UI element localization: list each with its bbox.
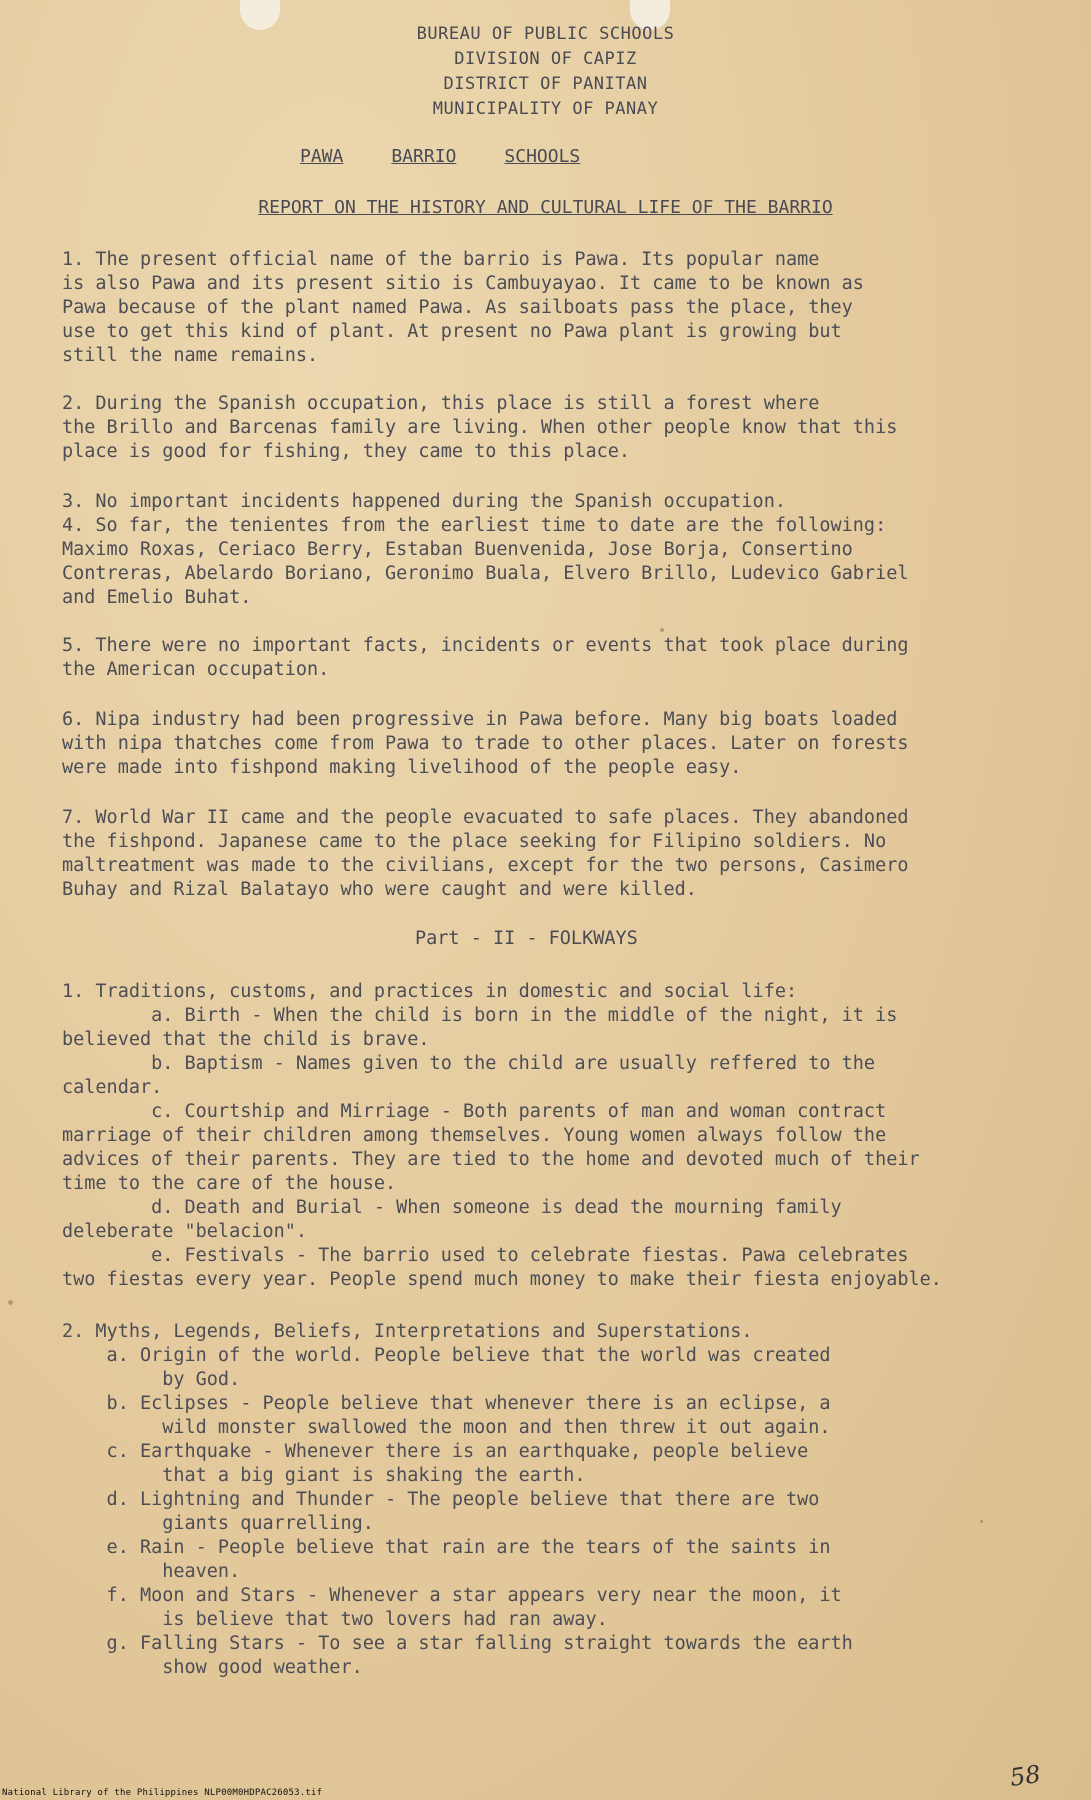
- district-line: DISTRICT OF PANITAN: [443, 74, 648, 94]
- page-number: 58: [1008, 1760, 1043, 1792]
- document-header: [0, 22, 1091, 122]
- section-myths: 2. Myths, Legends, Beliefs, Interpretations and Superstations. a. Origin of the world. People believe that the world was created by God. b. Eclipses - People believe that whenever there is an eclipse, a wild monster swallowed the moon and then threw it out again. c. Earthquake - Whenever there is an earthquake, people believe that a big giant is shaking the earth. d. Lightning and Thunder - The people believe that there are two giants quarrelling. e. Rain - People believe that rain are the tears of the saints in heaven. f. Moon and Stars - Whenever a star appears very near the moon, it is believe that two lovers had ran away. g. Falling Stars - To see a star falling straight towards the earth show good weather.: [62, 1321, 853, 1678]
- school-word: SCHOOLS: [504, 146, 581, 167]
- archive-footer: National Library of the Philippines NLP00M0HDPAC26053.tif: [2, 1788, 323, 1798]
- paper-speck: [8, 1300, 13, 1305]
- school-name-heading: [300, 146, 580, 167]
- paper-speck: [660, 628, 664, 632]
- municipality-line: MUNICIPALITY OF PANAY: [432, 99, 659, 119]
- paragraph-6: 6. Nipa industry had been progressive in Pawa before. Many big boats loaded with nipa thatches come from Pawa to trade to other places. Later on forests were made into fishpond making livelihood of the people easy.: [62, 709, 909, 778]
- paragraph-1: 1. The present official name of the barrio is Pawa. Its popular name is also Pawa and its present sitio is Cambuyayao. It came to be known as Pawa because of the plant named Pawa. As sailboats pass the place, they use to get this kind of plant. At present no Pawa plant is growing but still the name remains.: [62, 249, 864, 366]
- school-word: PAWA: [300, 146, 344, 167]
- division-line: DIVISION OF CAPIZ: [454, 49, 637, 69]
- paragraph-2: 2. During the Spanish occupation, this place is still a forest where the Brillo and Barcenas family are living. When other people know that this place is good for fishing, they came to this place.: [62, 393, 898, 462]
- report-title: REPORT ON THE HISTORY AND CULTURAL LIFE OF THE BARRIO: [258, 197, 833, 218]
- part-2-title: Part - II - FOLKWAYS: [415, 928, 638, 949]
- paragraph-7: 7. World War II came and the people evacuated to safe places. They abandoned the fishpond. Japanese came to the place seeking for Filipino soldiers. No maltreatment was made to the civilians, except for the two persons, Casimero Buhay and Rizal Balatayo who were caught and were killed.: [62, 807, 909, 900]
- bureau-line: BUREAU OF PUBLIC SCHOOLS: [416, 24, 675, 44]
- paragraph-3: 3. No important incidents happened during the Spanish occupation.: [62, 491, 786, 512]
- section-traditions: 1. Traditions, customs, and practices in domestic and social life: a. Birth - When the child is born in the middle of the night, it is believed that the child is brave. b. Baptism - Names given to the child are usually reffered to the calendar. c. Courtship and Mirriage - Both parents of man and woman contract marriage of their children among themselves. Young women always follow the advices of their parents. They are tied to the home and devoted much of their time to the care of the house. d. Death and Burial - When someone is dead the mourning family deleberate "belacion". e. Festivals - The barrio used to celebrate fiestas. Pawa celebrates two fiestas every year. People spend much money to make their fiesta enjoyable.: [62, 981, 942, 1290]
- paragraph-4: 4. So far, the tenientes from the earliest time to date are the following: Maximo Roxas, Ceriaco Berry, Estaban Buenvenida, Jose Borja, Consertino Contreras, Abelardo Boriano, Geronimo Buala, Elvero Brillo, Ludevico Gabriel and Emelio Buhat.: [62, 515, 909, 608]
- school-word: BARRIO: [391, 146, 457, 167]
- paragraph-5: 5. There were no important facts, incidents or events that took place during the American occupation.: [62, 635, 909, 680]
